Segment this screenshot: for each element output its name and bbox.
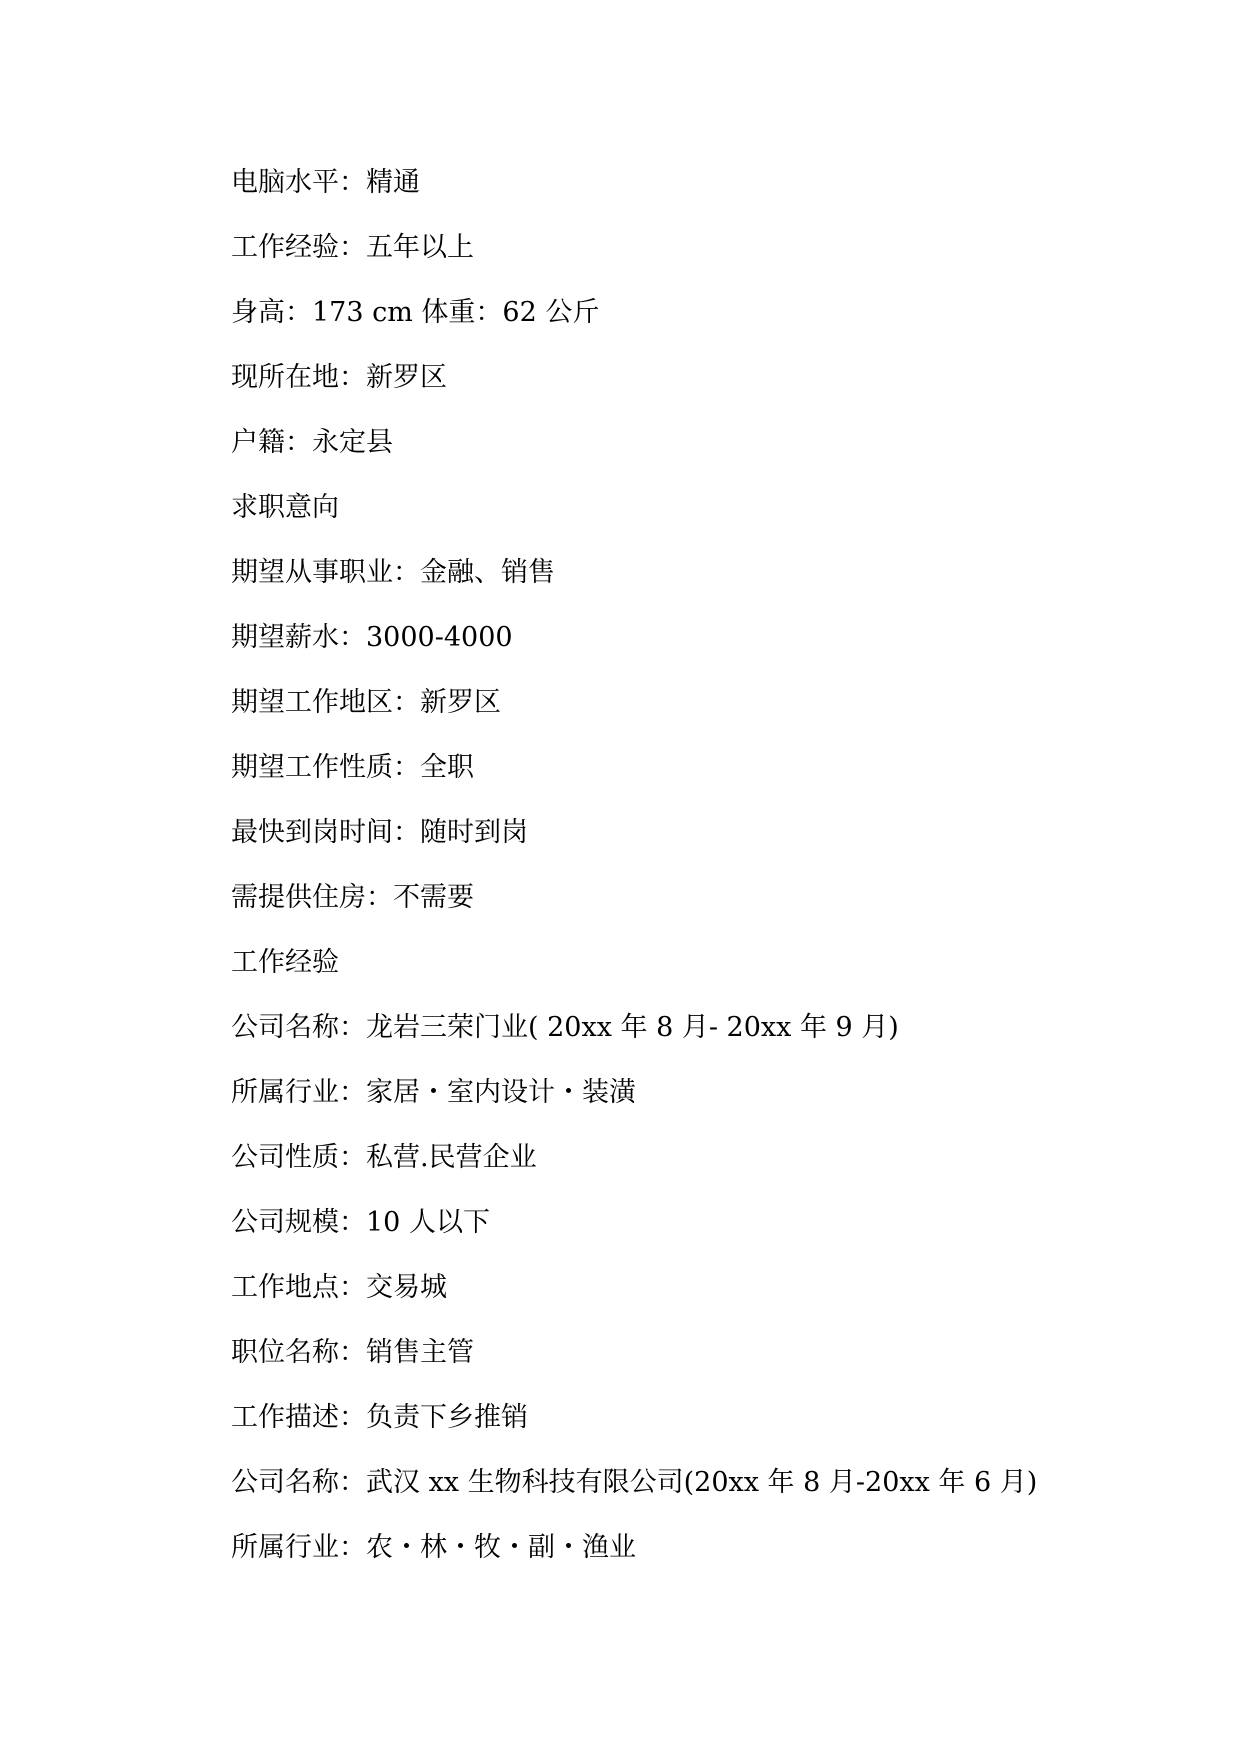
job-description-line: 工作描述：负责下乡推销 — [231, 1402, 528, 1433]
company-name-line: 公司名称：龙岩三荣门业( 20xx 年 8 月- 20xx 年 9 月) — [231, 1012, 899, 1043]
desired-work-area-line: 期望工作地区：新罗区 — [231, 687, 501, 718]
desired-job-type-line: 期望工作性质：全职 — [231, 752, 474, 783]
industry-line: 所属行业：农・林・牧・副・渔业 — [231, 1532, 636, 1563]
work-experience-heading: 工作经验 — [231, 947, 339, 978]
job-intention-heading: 求职意向 — [231, 492, 339, 523]
height-weight-line: 身高：173 cm 体重：62 公斤 — [231, 297, 600, 328]
industry-line: 所属行业：家居・室内设计・装潢 — [231, 1077, 636, 1108]
desired-occupation-line: 期望从事职业：金融、销售 — [231, 557, 555, 588]
position-title-line: 职位名称：销售主管 — [231, 1337, 474, 1368]
company-size-line: 公司规模：10 人以下 — [231, 1207, 490, 1238]
resume-text — [231, 157, 1131, 1587]
current-location-line: 现所在地：新罗区 — [231, 362, 447, 393]
work-experience-years-line: 工作经验：五年以上 — [231, 232, 474, 263]
housing-needed-line: 需提供住房：不需要 — [231, 882, 474, 913]
company-type-line: 公司性质：私营.民营企业 — [231, 1142, 537, 1173]
computer-skill-line: 电脑水平：精通 — [231, 167, 420, 198]
earliest-start-line: 最快到岗时间：随时到岗 — [231, 817, 528, 848]
company-name-line: 公司名称：武汉 xx 生物科技有限公司(20xx 年 8 月-20xx 年 6 月) — [231, 1467, 1038, 1498]
desired-salary-line: 期望薪水：3000-4000 — [231, 622, 513, 653]
work-location-line: 工作地点：交易城 — [231, 1272, 447, 1303]
household-registration-line: 户籍：永定县 — [231, 427, 393, 458]
